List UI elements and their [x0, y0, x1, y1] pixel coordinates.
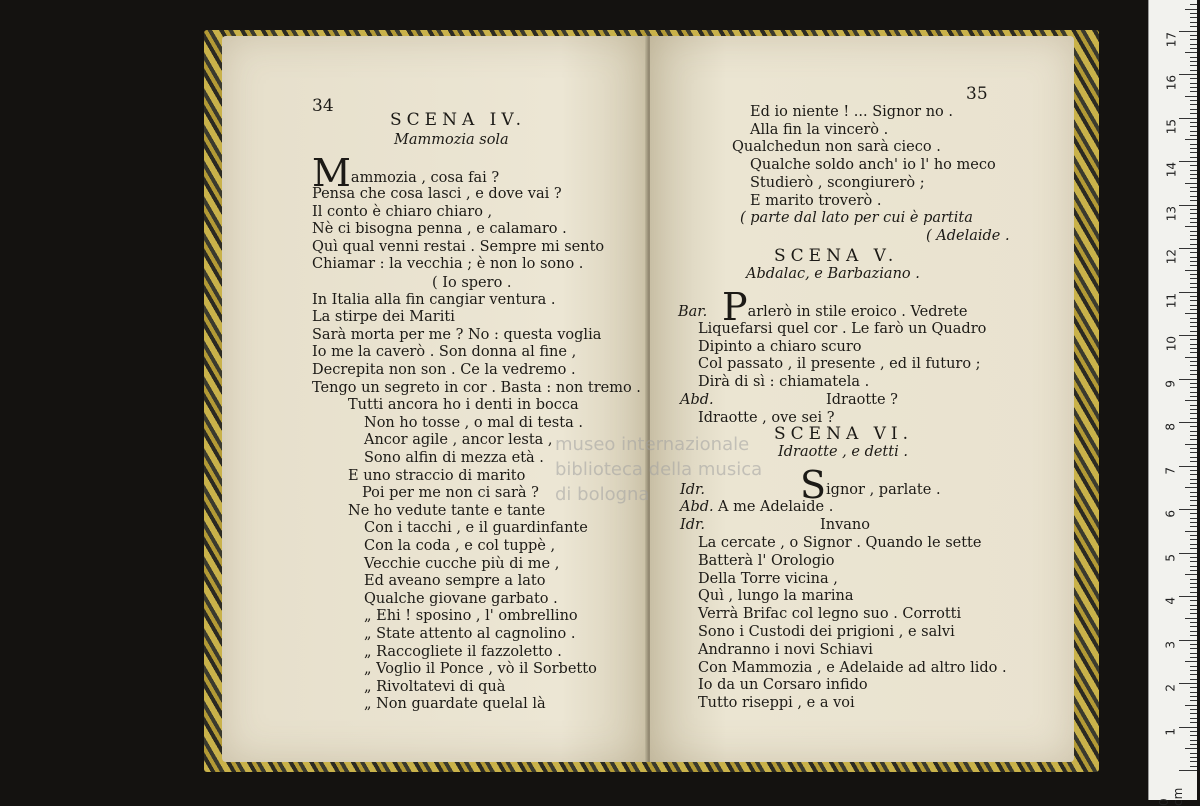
verse-line: Alla fin la vincerò . [750, 121, 889, 138]
ruler-tick [1190, 653, 1197, 654]
ruler-tick [1190, 191, 1197, 192]
verse-line: „ Voglio il Ponce , vò il Sorbetto [364, 661, 597, 678]
ruler-tick [1190, 439, 1197, 440]
ruler-tick [1190, 178, 1197, 179]
ruler-tick [1190, 135, 1197, 136]
right-page-number: 35 [966, 84, 988, 104]
ruler-tick [1185, 574, 1197, 575]
ruler-tick [1190, 187, 1197, 188]
ruler-tick [1190, 83, 1197, 84]
ruler-tick [1190, 39, 1197, 40]
ruler-tick [1190, 735, 1197, 736]
ruler-tick [1179, 422, 1197, 423]
ruler-label: 10 [1164, 336, 1178, 352]
ruler-tick [1185, 183, 1197, 184]
ruler-tick [1190, 26, 1197, 27]
ruler-label: 3 [1164, 640, 1178, 649]
ruler-tick [1190, 426, 1197, 427]
ruler-label: 16 [1164, 75, 1178, 91]
verse-line: Qualchedun non sarà cieco . [732, 139, 941, 156]
verse-line: Pensa che cosa lasci , e dove vai ? [312, 186, 562, 202]
ruler-tick [1179, 640, 1197, 641]
ruler-tick [1185, 487, 1197, 488]
ruler-tick [1190, 622, 1197, 623]
ruler-tick [1190, 405, 1197, 406]
ruler-tick [1179, 335, 1197, 336]
ruler-tick [1190, 13, 1197, 14]
verse-line: Qualche soldo anch' io l' ho meco [750, 157, 996, 174]
ruler-tick [1190, 579, 1197, 580]
ruler-tick [1190, 296, 1197, 297]
ruler-tick [1190, 561, 1197, 562]
ruler-tick [1190, 522, 1197, 523]
ruler-tick [1190, 148, 1197, 149]
ruler-tick [1190, 570, 1197, 571]
verse-line: Qualche giovane garbato . [364, 590, 558, 607]
ruler-tick [1179, 248, 1197, 249]
ruler-tick [1190, 113, 1197, 114]
ruler-tick [1190, 435, 1197, 436]
verse-line: Tengo un segreto in cor . Basta : non tremo . [312, 379, 641, 396]
verse-line: Dirà di sì : chiamatela . [698, 373, 870, 390]
ruler-tick [1190, 722, 1197, 723]
ruler-tick [1190, 44, 1197, 45]
ruler-tick [1190, 170, 1197, 171]
ruler-tick [1190, 757, 1197, 758]
ruler-tick [1190, 674, 1197, 675]
verse-line: „ Rivoltatevi di quà [364, 678, 506, 695]
ruler-tick [1190, 209, 1197, 210]
verse-line: La stirpe dei Mariti [312, 309, 455, 326]
verse-line: Chiamar : la vecchia ; è non lo sono . [312, 256, 584, 273]
ruler-tick [1190, 387, 1197, 388]
left-first-text: ammozia , cosa fai ? [350, 170, 500, 186]
bar-first-line [722, 285, 968, 329]
ruler-tick [1190, 352, 1197, 353]
ruler-label: 13 [1164, 205, 1178, 221]
verse-line: Con Mammozia , e Adelaide ad altro lido . [698, 659, 1007, 676]
ruler-tick [1190, 326, 1197, 327]
ruler-tick [1190, 104, 1197, 105]
ruler-tick [1190, 70, 1197, 71]
ruler-tick [1190, 753, 1197, 754]
verse-line: La cercate , o Signor . Quando le sette [698, 535, 982, 551]
ruler-tick [1185, 9, 1197, 10]
ruler-tick [1190, 713, 1197, 714]
verse-line: Ed io niente ! ... Signor no . [750, 104, 953, 120]
verse-line: Ne ho vedute tante e tante [348, 502, 546, 519]
ruler-label: 12 [1164, 249, 1178, 265]
ruler-tick [1190, 274, 1197, 275]
ruler-tick [1190, 557, 1197, 558]
ruler-tick [1190, 361, 1197, 362]
library-watermark [555, 432, 762, 507]
ruler-tick [1190, 91, 1197, 92]
abd-line: Idraotte ? [826, 392, 898, 408]
ruler-tick [1190, 461, 1197, 462]
ruler-tick [1190, 235, 1197, 236]
ruler-tick [1190, 348, 1197, 349]
ruler-tick [1190, 4, 1197, 5]
ruler-tick [1190, 22, 1197, 23]
verse-line: Nè ci bisogna penna , e calamaro . [312, 221, 567, 238]
ruler-tick [1190, 518, 1197, 519]
verse-line: Decrepita non son . Ce la vedremo . [312, 362, 576, 378]
ruler-tick [1190, 165, 1197, 166]
ruler-tick [1190, 213, 1197, 214]
ruler-tick [1190, 57, 1197, 58]
speaker-idr: Idr. [680, 482, 705, 498]
speaker-idr-2: Idr. [680, 517, 705, 533]
ruler-tick [1190, 144, 1197, 145]
ruler-tick [1190, 613, 1197, 614]
drop-cap-p: P [722, 285, 748, 329]
verse-line: Ed aveano sempre a lato [364, 573, 546, 590]
verse-line: Io da un Corsaro infido [698, 677, 868, 694]
ruler-tick [1190, 152, 1197, 153]
verse-line: Sarà morta per me ? No : questa voglia [312, 326, 602, 343]
ruler-tick [1190, 479, 1197, 480]
ruler-tick [1190, 644, 1197, 645]
ruler-tick [1190, 566, 1197, 567]
idr2-line: Invano [820, 517, 870, 533]
ruler-tick [1190, 740, 1197, 741]
verse-line: E uno straccio di marito [348, 467, 526, 484]
abd2-line: A me Adelaide . [718, 499, 834, 515]
verse-line: ( Io spero . [432, 275, 512, 291]
ruler-tick [1190, 196, 1197, 197]
ruler-tick [1190, 87, 1197, 88]
ruler-tick [1190, 718, 1197, 719]
verse-line: Quì , lungo la marina [698, 588, 854, 605]
ruler-tick [1185, 444, 1197, 445]
ruler-label: 17 [1164, 31, 1178, 47]
watermark-line-2: biblioteca della musica [555, 459, 763, 480]
ruler-tick [1190, 283, 1197, 284]
ruler-tick [1190, 535, 1197, 536]
speaker-bar: Bar. [678, 304, 708, 320]
measurement-ruler [1148, 0, 1197, 806]
verse-line: Liquefarsi quel cor . Le farò un Quadro [698, 321, 987, 337]
ruler-tick [1190, 257, 1197, 258]
ruler-tick [1190, 670, 1197, 671]
verse-line: In Italia alla fin cangiar ventura . [312, 291, 556, 308]
ruler-tick [1190, 761, 1197, 762]
verse-line: „ Raccogliete il fazzoletto . [364, 643, 562, 660]
ruler-tick [1179, 379, 1197, 380]
ruler-tick [1190, 583, 1197, 584]
left-page [222, 36, 646, 762]
ruler-tick [1190, 457, 1197, 458]
ruler-tick [1190, 65, 1197, 66]
ruler-tick [1185, 618, 1197, 619]
ruler-label: 6 [1164, 510, 1178, 518]
ruler-tick [1190, 261, 1197, 262]
ruler-tick [1190, 61, 1197, 62]
ruler-tick [1190, 448, 1197, 449]
ruler-tick [1190, 305, 1197, 306]
verse-line: Verrà Brifac col legno suo . Corrotti [698, 606, 962, 623]
ruler-tick [1190, 200, 1197, 201]
ruler-label: 4 [1164, 597, 1178, 605]
ruler-tick [1190, 731, 1197, 732]
ruler-tick [1190, 122, 1197, 123]
verse-line: Sono i Custodi dei prigioni , e salvi [698, 624, 955, 640]
ruler-tick [1190, 48, 1197, 49]
ruler-label: 9 [1164, 379, 1178, 388]
ruler-tick [1190, 544, 1197, 545]
verse-line: Col passato , il presente , ed il futuro ; [698, 356, 981, 373]
scene-v-subtitle: Abdalac, e Barbaziano . [746, 266, 920, 282]
verse-line: „ Ehi ! sposino , l' ombrellino [364, 608, 578, 625]
ruler-label: 8 [1164, 423, 1178, 431]
ruler-unit-label: 0 cm [1157, 787, 1185, 806]
verse-line: Il conto è chiaro chiaro , [312, 203, 493, 220]
ruler-tick [1190, 392, 1197, 393]
ruler-label: 2 [1164, 684, 1178, 692]
ruler-label: 14 [1164, 162, 1178, 178]
scene-vi-title: SCENA VI. [774, 424, 914, 444]
ruler-label: 5 [1164, 553, 1178, 562]
ruler-tick [1185, 400, 1197, 401]
ruler-tick [1190, 744, 1197, 745]
verse-line: Batterà l' Orologio [698, 552, 835, 569]
ruler-tick [1190, 413, 1197, 414]
ruler-tick [1190, 700, 1197, 701]
ruler-tick [1190, 17, 1197, 18]
drop-cap-m: M [312, 151, 351, 195]
abd-line-2: Idraotte , ove sei ? [698, 410, 835, 426]
ruler-tick [1190, 218, 1197, 219]
ruler-tick [1190, 766, 1197, 767]
ruler-tick [1179, 205, 1197, 206]
ruler-tick [1185, 748, 1197, 749]
ruler-tick [1190, 126, 1197, 127]
ruler-tick [1190, 609, 1197, 610]
left-first-line [312, 151, 500, 195]
ruler-tick [1190, 687, 1197, 688]
ruler-tick [1190, 300, 1197, 301]
ruler-tick [1190, 239, 1197, 240]
verse-line: ( parte dal lato per cui è partita [740, 210, 973, 227]
ruler-tick [1190, 131, 1197, 132]
verse-line: Con la coda , e col tuppè , [364, 538, 556, 554]
ruler-tick [1190, 222, 1197, 223]
ruler-tick [1185, 270, 1197, 271]
ruler-tick [1190, 231, 1197, 232]
verse-line: Io me la caverò . Son donna al fine , [312, 344, 577, 361]
speaker-abd-2: Abd. [680, 499, 714, 515]
ruler-tick [1185, 661, 1197, 662]
verse-line: Non ho tosse , o mal di testa . [364, 414, 583, 431]
ruler-tick [1190, 505, 1197, 506]
ruler-tick [1179, 509, 1197, 510]
ruler-tick [1190, 626, 1197, 627]
ruler-tick [1185, 226, 1197, 227]
ruler-tick [1179, 596, 1197, 597]
ruler-tick [1190, 322, 1197, 323]
ruler-tick [1190, 648, 1197, 649]
ruler-tick [1185, 52, 1197, 53]
ruler-tick [1190, 496, 1197, 497]
ruler-tick [1179, 74, 1197, 75]
ruler-tick [1185, 531, 1197, 532]
ruler-tick [1179, 466, 1197, 467]
ruler-tick [1190, 431, 1197, 432]
ruler-tick [1190, 692, 1197, 693]
ruler-tick [1190, 474, 1197, 475]
idr-first-line [800, 463, 941, 507]
ruler-tick [1185, 96, 1197, 97]
ruler-tick [1190, 318, 1197, 319]
ruler-tick [1190, 631, 1197, 632]
scene-v-title: SCENA V. [774, 246, 899, 266]
verse-line: Sono alfin di mezza età . [364, 450, 544, 466]
ruler-tick [1190, 418, 1197, 419]
ruler-tick [1190, 635, 1197, 636]
ruler-tick [1190, 470, 1197, 471]
ruler-tick [1190, 539, 1197, 540]
verse-line: ( Adelaide . [926, 227, 1010, 244]
ruler-tick [1190, 244, 1197, 245]
ruler-tick [1190, 383, 1197, 384]
ruler-tick [1190, 709, 1197, 710]
ruler-tick [1190, 396, 1197, 397]
verse-line: Ancor agile , ancor lesta , [364, 432, 553, 449]
verse-line: Della Torre vicina , [698, 570, 838, 587]
speaker-abd: Abd. [680, 392, 714, 408]
verse-line: Quì qual venni restai . Sempre mi sento [312, 238, 605, 255]
ruler-tick [1190, 78, 1197, 79]
verse-line: „ State attento al cagnolino . [364, 626, 576, 642]
verse-line: Tutto riseppi , e a voi [698, 695, 855, 712]
bar-first-text: arlerò in stile eroico . Vedrete [747, 304, 968, 320]
ruler-tick [1179, 161, 1197, 162]
verse-line: Andranno i novi Schiavi [698, 641, 873, 658]
ruler-tick [1185, 357, 1197, 358]
ruler-tick [1190, 331, 1197, 332]
scene-iv-title: SCENA IV. [390, 110, 527, 130]
left-page-number: 34 [312, 96, 334, 116]
ruler-tick [1179, 553, 1197, 554]
verse-line: „ Non guardate quelal là [364, 696, 546, 713]
ruler-tick [1190, 109, 1197, 110]
ruler-label: 15 [1164, 118, 1178, 134]
ruler-tick [1190, 600, 1197, 601]
ruler-tick [1190, 370, 1197, 371]
scene-iv-subtitle: Mammozia sola [394, 132, 509, 148]
watermark-line-3: di bologna [555, 484, 650, 505]
verse-line: Dipinto a chiaro scuro [698, 338, 862, 355]
verse-line: E marito troverò . [750, 192, 882, 209]
ruler-tick [1190, 513, 1197, 514]
ruler-tick [1190, 500, 1197, 501]
ruler-tick [1190, 252, 1197, 253]
ruler-tick [1190, 452, 1197, 453]
scene-vi-subtitle: Idraotte , e detti . [778, 444, 908, 460]
ruler-tick [1190, 344, 1197, 345]
ruler-tick [1179, 31, 1197, 32]
ruler-label: 7 [1164, 466, 1178, 475]
ruler-tick [1190, 309, 1197, 310]
verse-line: Vecchie cucche più di me , [364, 555, 560, 572]
ruler-tick [1190, 409, 1197, 410]
ruler-tick [1190, 526, 1197, 527]
ruler-tick [1190, 679, 1197, 680]
ruler-tick [1190, 287, 1197, 288]
verse-line: Poi per me non ci sarà ? [362, 485, 539, 502]
ruler-tick [1179, 770, 1197, 771]
ruler-tick [1190, 492, 1197, 493]
ruler-tick [1190, 605, 1197, 606]
ruler-tick [1179, 727, 1197, 728]
ruler-tick [1190, 365, 1197, 366]
ruler-tick [1190, 35, 1197, 36]
ruler-tick [1190, 696, 1197, 697]
verse-line: Studierò , scongiurerò ; [750, 174, 925, 191]
ruler-tick [1190, 587, 1197, 588]
ruler-tick [1190, 483, 1197, 484]
ruler-tick [1179, 118, 1197, 119]
ruler-tick [1190, 339, 1197, 340]
ruler-tick [1190, 278, 1197, 279]
ruler-tick [1190, 592, 1197, 593]
ruler-tick [1190, 666, 1197, 667]
ruler-tick [1190, 548, 1197, 549]
ruler-tick [1190, 100, 1197, 101]
ruler-tick [1185, 313, 1197, 314]
watermark-line-1: museo internazionale [555, 434, 750, 455]
ruler-tick [1185, 705, 1197, 706]
ruler-tick [1190, 374, 1197, 375]
ruler-tick [1190, 157, 1197, 158]
verse-line: Tutti ancora ho i denti in bocca [348, 397, 579, 414]
drop-cap-s: S [800, 463, 827, 507]
idr-first-text: ignor , parlate . [826, 482, 941, 498]
ruler-tick [1179, 292, 1197, 293]
ruler-label: 1 [1164, 727, 1178, 736]
ruler-label: 11 [1164, 292, 1178, 308]
ruler-tick [1179, 683, 1197, 684]
ruler-tick [1190, 174, 1197, 175]
verse-line: Con i tacchi , e il guardinfante [364, 520, 588, 537]
ruler-tick [1190, 265, 1197, 266]
right-page [650, 36, 1074, 762]
ruler-tick [1190, 657, 1197, 658]
ruler-tick [1185, 139, 1197, 140]
